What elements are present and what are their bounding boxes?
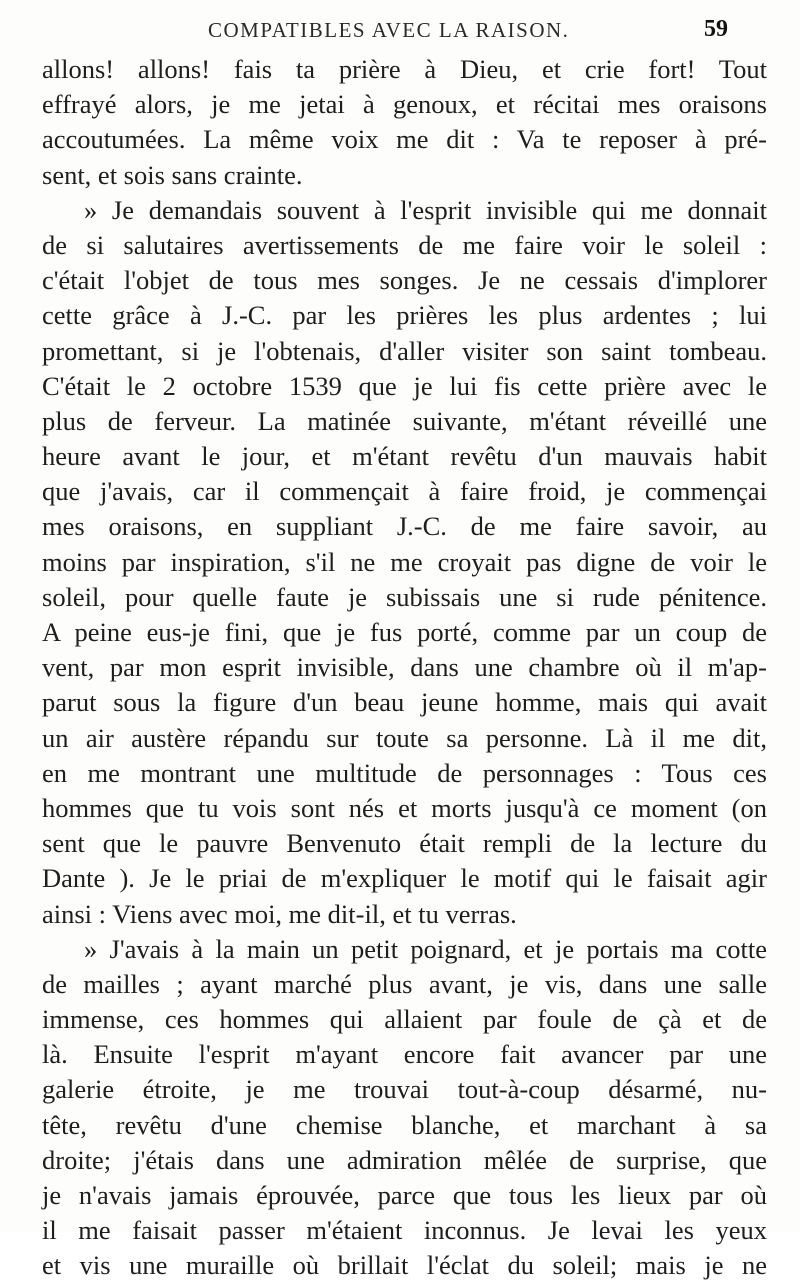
- text-line: c'était l'objet de tous mes songes. Je ne cessais d'implorer: [42, 265, 767, 296]
- text-line: immense, ces hommes qui allaient par foule de çà et de: [42, 1004, 767, 1035]
- text-line: droite; j'étais dans une admiration mêlée de surprise, que: [42, 1144, 767, 1175]
- text-line: que j'avais, car il commençait à faire froid, je commençai: [42, 476, 767, 507]
- text-line: moins par inspiration, s'il ne me croyait pas digne de voir le: [42, 546, 767, 577]
- text-line: hommes que tu vois sont nés et morts jusqu'à ce moment (on: [42, 792, 767, 823]
- text-line: mes oraisons, en suppliant J.-C. de me faire savoir, au: [42, 511, 767, 542]
- text-line: effrayé alors, je me jetai à genoux, et récitai mes oraisons: [42, 89, 767, 120]
- text-line: ainsi : Viens avec moi, me dit-il, et tu verras.: [42, 898, 517, 929]
- text-line: Dante ). Je le priai de m'expliquer le motif qui le faisait agir: [42, 863, 767, 894]
- text-line: parut sous la figure d'un beau jeune homme, mais qui avait: [42, 687, 767, 718]
- text-line: A peine eus-je fini, que je fus porté, comme par un coup de: [42, 617, 767, 647]
- text-line: allons! allons! fais ta prière à Dieu, et crie fort! Tout: [42, 54, 767, 84]
- text-line: heure avant le jour, et m'étant revêtu d'un mauvais habit: [42, 441, 767, 472]
- text-line: galerie étroite, je me trouvai tout-à-coup désarmé, nu-: [42, 1074, 767, 1105]
- text-line: tête, revêtu d'une chemise blanche, et marchant à sa: [42, 1109, 767, 1140]
- body-text: [42, 52, 767, 1284]
- text-line: là. Ensuite l'esprit m'ayant encore fait avancer par une: [42, 1039, 767, 1070]
- text-line: promettant, si je l'obtenais, d'aller visiter son saint tombeau.: [42, 335, 767, 366]
- text-line: C'était le 2 octobre 1539 que je lui fis cette prière avec le: [42, 370, 767, 401]
- text-line: » J'avais à la main un petit poignard, et je portais ma cotte: [84, 933, 767, 964]
- text-line: de si salutaires avertissements de me faire voir le soleil :: [42, 229, 767, 260]
- text-line: sent que le pauvre Benvenuto était rempli de la lecture du: [42, 828, 767, 859]
- text-line: vent, par mon esprit invisible, dans une chambre où il m'ap-: [42, 652, 767, 683]
- text-line: sent, et sois sans crainte.: [42, 159, 303, 190]
- text-line: et vis une muraille où brillait l'éclat du soleil; mais je ne: [42, 1250, 767, 1281]
- text-line: » Je demandais souvent à l'esprit invisible qui me donnait: [84, 194, 767, 225]
- page-header: [208, 14, 728, 50]
- text-line: de mailles ; ayant marché plus avant, je vis, dans une salle: [42, 968, 767, 999]
- page-number: 59: [704, 16, 728, 42]
- text-line: cette grâce à J.-C. par les prières les plus ardentes ; lui: [42, 300, 767, 331]
- text-line: accoutumées. La même voix me dit : Va te reposer à pré-: [42, 124, 767, 155]
- text-line: un air austère répandu sur toute sa personne. Là il me dit,: [42, 722, 767, 753]
- text-line: soleil, pour quelle faute je subissais une si rude pénitence.: [42, 581, 767, 612]
- text-line: en me montrant une multitude de personnages : Tous ces: [42, 757, 767, 788]
- text-line: plus de ferveur. La matinée suivante, m'étant réveillé une: [42, 405, 767, 436]
- text-line: je n'avais jamais éprouvée, parce que tous les lieux par où: [42, 1180, 767, 1210]
- text-line: il me faisait passer m'étaient inconnus. Je levai les yeux: [42, 1215, 767, 1246]
- running-title: COMPATIBLES AVEC LA RAISON.: [208, 18, 570, 42]
